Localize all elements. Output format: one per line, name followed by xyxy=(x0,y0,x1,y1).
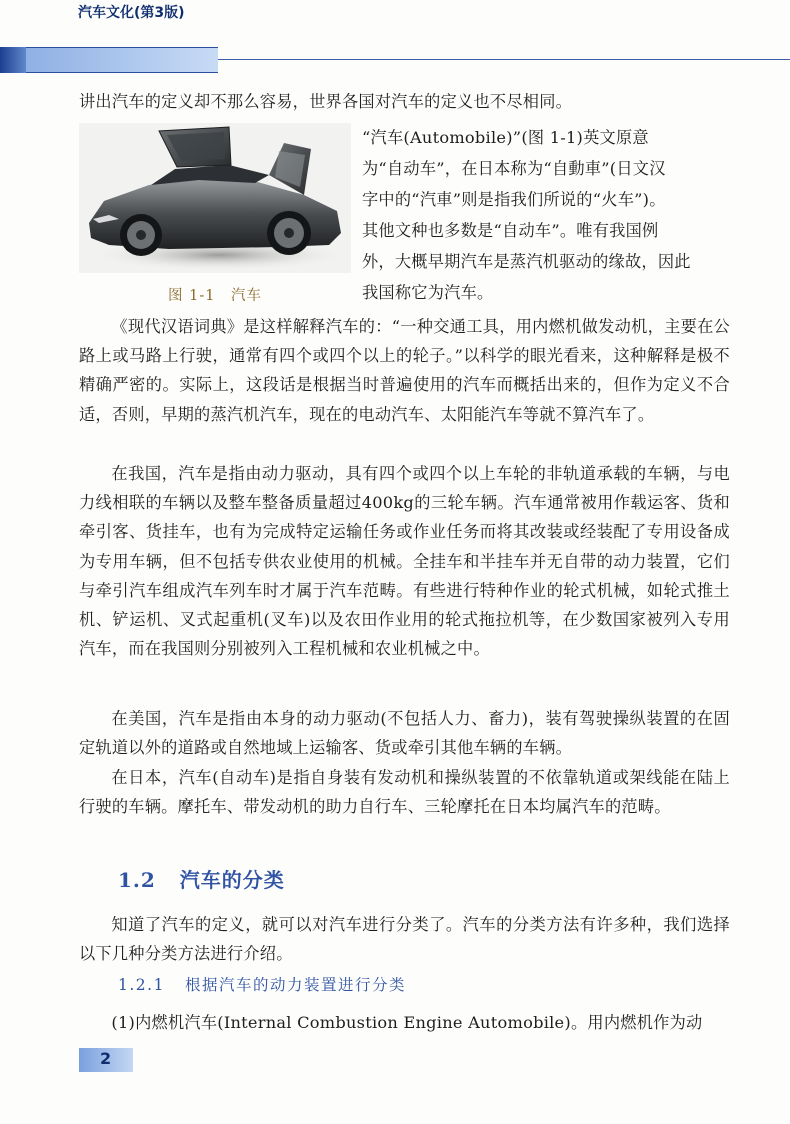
header-left-block xyxy=(0,47,26,73)
car-illustration xyxy=(79,123,351,273)
section-heading xyxy=(118,864,309,893)
side-text-line: 其他文种也多数是“自动车”。唯有我国例 xyxy=(362,221,659,240)
paragraph-china-definition: 在我国，汽车是指由动力驱动，具有四个或四个以上车轮的非轨道承载的车辆，与电力线相联的车辆以及整车整备质量超过400kg的三轮车辆。汽车通常被用作载运客、货和牵引客、货挂车，也有为完成特定运输任务或作业任务而将其改装或经装配了专用设备成为专用车辆，但不包括专供农业使用的机械。全挂车和半挂车并无自带的动力装置，它们与牵引汽车组成汽车列车时才属于汽车范畴。有些进行特种作业的轮式机械，如轮式推土机、铲运机、叉式起重机(叉车)以及农田作业用的轮式拖拉机等，在少数国家被列入专用汽车，而在我国则分别被列入工程机械和农业机械之中。 xyxy=(79,464,730,659)
paragraph-intro: 讲出汽车的定义却不那么容易，世界各国对汽车的定义也不尽相同。 xyxy=(79,92,573,111)
header-tab xyxy=(26,47,218,73)
subsection-number: 1.2.1 xyxy=(118,976,165,994)
section-number: 1.2 xyxy=(118,868,156,892)
side-text-line: 我国称它为汽车。 xyxy=(362,283,494,302)
subsection-title: 根据汽车的动力装置进行分类 xyxy=(184,976,406,994)
car-figure xyxy=(79,123,351,273)
header-rule xyxy=(218,59,790,60)
subsection-heading xyxy=(118,973,426,995)
page-number: 2 xyxy=(100,1049,112,1068)
side-text-line: “汽车(Automobile)”(图 1-1)英文原意 xyxy=(362,128,649,147)
paragraph-japan-definition: 在日本，汽车(自动车)是指自身装有发动机和操纵装置的不依靠轨道或架线能在陆上行驶的车辆。摩托车、带发动机的助力自行车、三轮摩托在日本均属汽车的范畴。 xyxy=(79,768,730,817)
paragraph-ice-automobile: (1)内燃机汽车(Internal Combustion Engine Automobile)。用内燃机作为动 xyxy=(111,1013,703,1032)
paragraph-us-definition: 在美国，汽车是指由本身的动力驱动(不包括人力、畜力)，装有驾驶操纵装置的在固定轨道以外的道路或自然地域上运输客、货或牵引其他车辆的车辆。 xyxy=(79,709,730,758)
paragraph-classification-intro: 知道了汽车的定义，就可以对汽车进行分类了。汽车的分类方法有许多种，我们选择以下几种分类方法进行介绍。 xyxy=(79,915,730,964)
book-title: 汽车文化(第3版) xyxy=(78,5,185,21)
side-text-line: 字中的“汽車”则是指我们所说的“火车”)。 xyxy=(362,190,666,209)
paragraph-dictionary: 《现代汉语词典》是这样解释汽车的：“一种交通工具，用内燃机做发动机，主要在公路上或马路上行驶，通常有四个或四个以上的轮子。”以科学的眼光看来，这种解释是极不精确严密的。实际上，这段话是根据当时普遍使用的汽车而概括出来的，但作为定义不合适，否则，早期的蒸汽机汽车，现在的电动汽车、太阳能汽车等就不算汽车了。 xyxy=(79,317,730,424)
side-text-line: 外，大概早期汽车是蒸汽机驱动的缘故，因此 xyxy=(362,252,691,271)
figure-caption: 图 1-1 汽车 xyxy=(168,288,262,304)
running-header xyxy=(0,47,790,73)
section-title: 汽车的分类 xyxy=(179,868,285,892)
side-text-line: 为“自动车”，在日本称为“自動車”(日文汉 xyxy=(362,159,666,178)
